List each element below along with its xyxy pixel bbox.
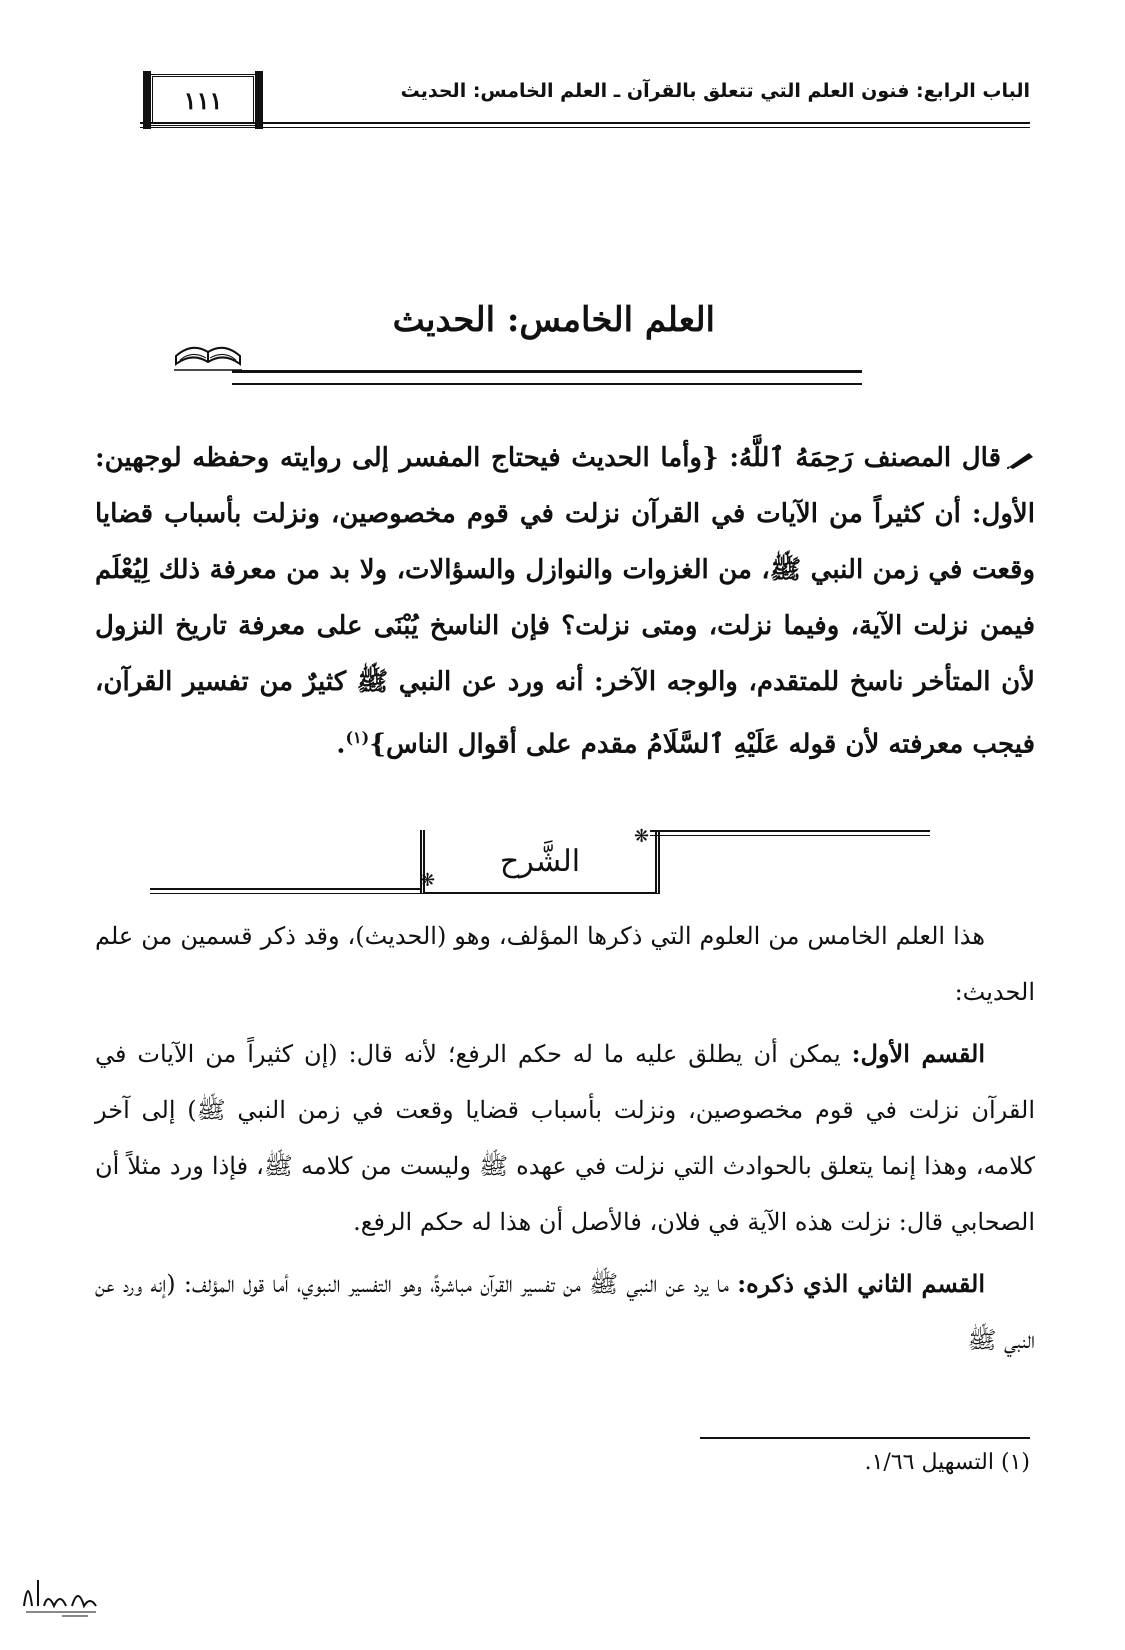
- footnote-rule: [700, 1437, 1030, 1439]
- sharh-rule-top: [650, 830, 930, 832]
- footnote-reference[interactable]: (١): [345, 728, 370, 747]
- author-quote: قال المصنف رَحِمَهُ ٱللَّهُ: {وأما الحديث فيحتاج المفسر إلى روايته وحفظه لوجهين: الأول: أن كثيراً من الآيات في القرآن نزلت في قوم مخصوصين، ونزلت بأسباب قضايا وقعت في زمن النبي ﷺ، من الغزوات والنوازل والسؤالات، ولا بد من معرفة ذلك لِيُعْلَم فيمن نزلت الآية، وفيما نزلت، ومتى نزلت؟ فإن الناسخ يُبْنَى على معرفة تاريخ النزول لأن المتأخر ناسخ للمتقدم، والوجه الآخر: أنه ورد عن النبي ﷺ كثيرٌ من تفسير القرآن، فيجب معرفته لأن قوله عَلَيْهِ ٱلسَّلَامُ مقدم على أقوال الناس}$^{(١)}$.: [95, 443, 1035, 760]
- watermark-logo: [18, 1566, 102, 1626]
- paragraph-text: ما يرد عن النبي ﷺ من تفسير القرآن مباشرةً، وهو التفسير النبوي، أما قول المؤلف: (إنه ورد عن النبي ﷺ: [95, 1270, 1035, 1354]
- sharh-box: [420, 830, 660, 894]
- star-ornament-icon: ❋: [420, 870, 436, 891]
- commentary-paragraph: [95, 908, 1035, 1020]
- header-rule-thin: [140, 127, 1030, 128]
- header-rule: [140, 122, 1030, 124]
- quote-lead: قال المصنف رَحِمَهُ ٱللَّهُ:: [729, 443, 1001, 473]
- sharh-label: الشَّرح: [499, 843, 581, 879]
- commentary-paragraph: [95, 1256, 1035, 1368]
- paragraph-text: يمكن أن يطلق عليه ما له حكم الرفع؛ لأنه قال: (إن كثيراً من الآيات في القرآن نزلت في قوم مخصوصين، ونزلت بأسباب قضايا وقعت في زمن النبي ﷺ) إلى آخر كلامه، وهذا إنما يتعلق بالحوادث التي نزلت في عهده ﷺ وليست من كلامه ﷺ، فإذا ورد مثلاً أن الصحابي قال: نزلت هذه الآية في فلان، فالأصل أن هذا له حكم الرفع.: [95, 1040, 1036, 1236]
- running-header: [140, 74, 1030, 134]
- commentary: [95, 908, 1035, 1374]
- running-header-title: الباب الرابع: فنون العلم التي تتعلق بالقرآن ـ العلم الخامس: الحديث: [400, 80, 1030, 102]
- star-ornament-icon: ❋: [634, 826, 650, 847]
- sharh-rule-bottom-thin: [150, 893, 420, 894]
- paragraph-heading: القسم الثاني الذي ذكره:: [737, 1269, 985, 1298]
- quote-text: {وأما الحديث فيحتاج المفسر إلى روايته وحفظه لوجهين: الأول: أن كثيراً من الآيات في القرآن نزلت في قوم مخصوصين، ونزلت بأسباب قضايا وقعت في زمن النبي ﷺ، من الغزوات والنوازل والسؤالات، ولا بد من معرفة ذلك لِيُعْلَم فيمن نزلت الآية، وفيما نزلت، ومتى نزلت؟ فإن الناسخ يُبْنَى على معرفة تاريخ النزول لأن المتأخر ناسخ للمتقدم، والوجه الآخر: أنه ورد عن النبي ﷺ كثيرٌ من تفسير القرآن، فيجب معرفته لأن قوله عَلَيْهِ ٱلسَّلَامُ مقدم على أقوال الناس}: [95, 443, 1035, 760]
- title-rule: [232, 370, 862, 385]
- paragraph-heading: القسم الأول:: [851, 1039, 985, 1068]
- sharh-rule-top-thin: [650, 835, 930, 836]
- pen-icon: [1007, 449, 1035, 469]
- section-title: العلم الخامس: الحديث: [392, 300, 715, 340]
- commentary-paragraph: [95, 1026, 1035, 1250]
- page-number: ١١١: [150, 74, 256, 126]
- sharh-rule-bottom: [150, 888, 420, 890]
- footnote: (١) التسهيل ١/٦٦.: [864, 1450, 1030, 1475]
- open-book-icon: [172, 330, 244, 378]
- paragraph-text: هذا العلم الخامس من العلوم التي ذكرها المؤلف، وهو (الحديث)، وقد ذكر قسمين من علم الحديث:: [95, 922, 1035, 1006]
- sharh-heading: [150, 826, 930, 900]
